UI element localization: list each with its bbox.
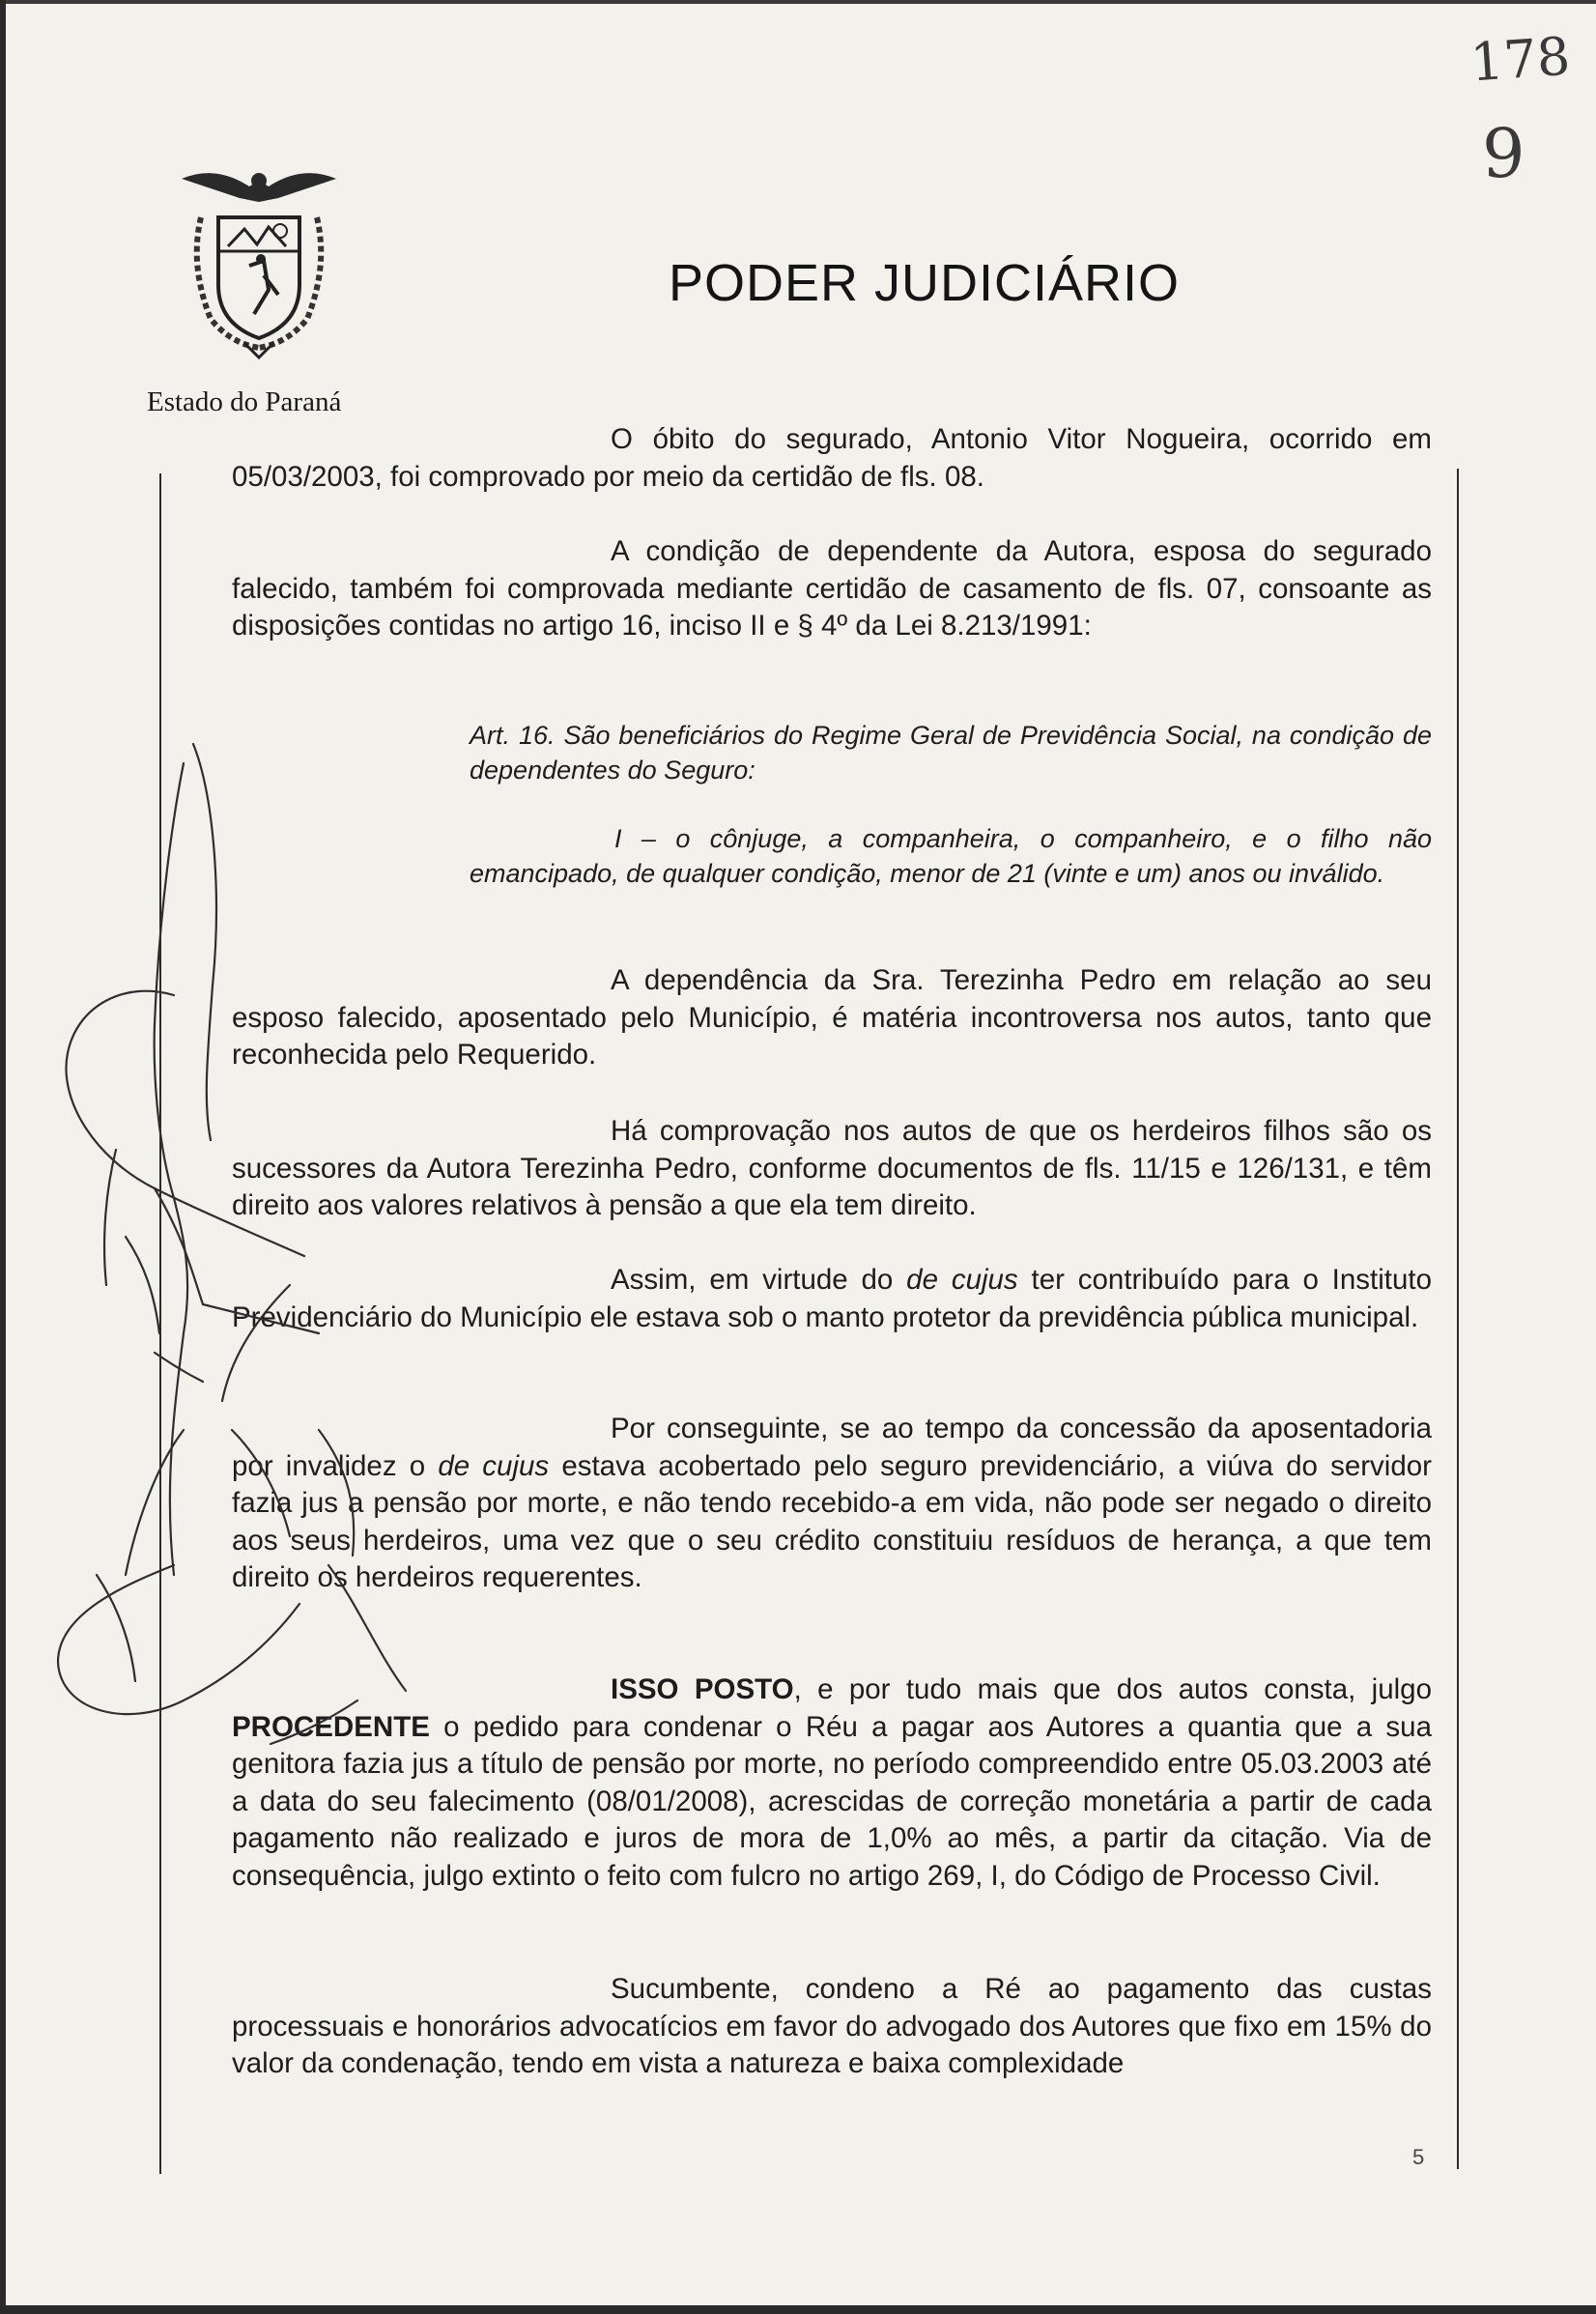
- page-number: 5: [1412, 2145, 1425, 2169]
- parana-coat-of-arms-icon: [172, 159, 346, 362]
- paragraph-text: o pedido para condenar o Réu a pagar aos Autores a quantia que a sua genitora fazia jus a título de pensão por morte, no período compreendido entre 05.03.2003 até a data do seu falecimento (08/01/2008), acrescidas de correção monetária a partir de cada pagamento não realizado e juros de mora de 1,0% ao mês, a partir da citação. Via de consequência, julgo extinto o feito com fulcro no artigo 269, I, do Código de Processo Civil.: [232, 1710, 1432, 1892]
- scan-edge-top: [0, 0, 1596, 4]
- page-title: PODER JUDICIÁRIO: [669, 254, 1181, 312]
- paragraph-text: A dependência da Sra. Terezinha Pedro em relação ao seu esposo falecido, aposentado pelo Município, é matéria incontroversa nos autos, tanto que reconhecida pelo Requerido.: [232, 964, 1432, 1071]
- handwritten-signature-rubric: [39, 734, 444, 1749]
- paragraph-text: Sucumbente, condeno a Ré ao pagamento das custas processuais e honorários advocatícios em favor do advogado dos Autores que fixo em 15% do valor da condenação, tendo em vista a natureza e baixa complexidade: [232, 1973, 1432, 2079]
- handwritten-folio-number: 178: [1468, 25, 1573, 94]
- quote-text: I – o cônjuge, a companheira, o companheiro, e o filho não emancipado, de qualquer condição, menor de 21 (vinte e um) anos ou inválido.: [470, 824, 1432, 888]
- handwritten-folio-number-secondary: 9: [1482, 114, 1525, 193]
- paragraph-text: ter contribuído para o Instituto Previdenciário do Município ele estava sob o manto protetor da previdência pública municipal.: [232, 1264, 1432, 1333]
- decision-verdict: PROCEDENTE: [232, 1710, 430, 1743]
- state-label: Estado do Paraná: [147, 386, 342, 417]
- paragraph-text: , e por tudo mais que dos autos consta, julgo: [793, 1673, 1432, 1705]
- quote-text: Art. 16. São beneficiários do Regime Geral de Previdência Social, na condição de dependentes do Seguro:: [470, 721, 1432, 785]
- margin-rule-right: [1457, 469, 1459, 2169]
- paragraph-sucumbencia: [232, 1971, 1432, 2083]
- paragraph-text: Assim, em virtude do: [611, 1264, 907, 1296]
- paragraph-text: Por conseguinte, se ao tempo da concessão da aposentadoria por invalidez o: [232, 1413, 1432, 1482]
- paragraph-text: estava acobertado pelo seguro previdenciário, a viúva do servidor fazia jus a pensão por morte, e não tendo recebido-a em vida, não pode ser negado o direito aos seus herdeiros, uma vez que o seu crédito constituiu resíduos de herança, a que tem direito os herdeiros requerentes.: [232, 1449, 1432, 1593]
- quote-art-16: [470, 718, 1432, 787]
- scan-edge-left: [0, 0, 6, 2314]
- paragraph-condicao-dependente: [232, 533, 1432, 645]
- paragraph-text: Há comprovação nos autos de que os herdeiros filhos são os sucessores da Autora Terezinha Pedro, conforme documentos de fls. 11/15 e 126/131, e têm direito aos valores relativos à pensão a que ela tem direito.: [232, 1115, 1432, 1221]
- latin-term: de cujus: [906, 1264, 1018, 1296]
- paragraph-text: O óbito do segurado, Antonio Vitor Nogueira, ocorrido em 05/03/2003, foi comprovado por meio da certidão de fls. 08.: [232, 423, 1432, 493]
- latin-term: de cujus: [438, 1449, 550, 1482]
- quote-inciso-i: [470, 821, 1432, 891]
- scan-edge-bottom: [0, 2305, 1596, 2314]
- paragraph-obito: [232, 421, 1432, 496]
- paragraph-text: A condição de dependente da Autora, esposa do segurado falecido, também foi comprovada mediante certidão de casamento de fls. 07, consoante as disposições contidas no artigo 16, inciso II e § 4º da Lei 8.213/1991:: [232, 535, 1432, 642]
- decision-lead: ISSO POSTO: [611, 1673, 794, 1705]
